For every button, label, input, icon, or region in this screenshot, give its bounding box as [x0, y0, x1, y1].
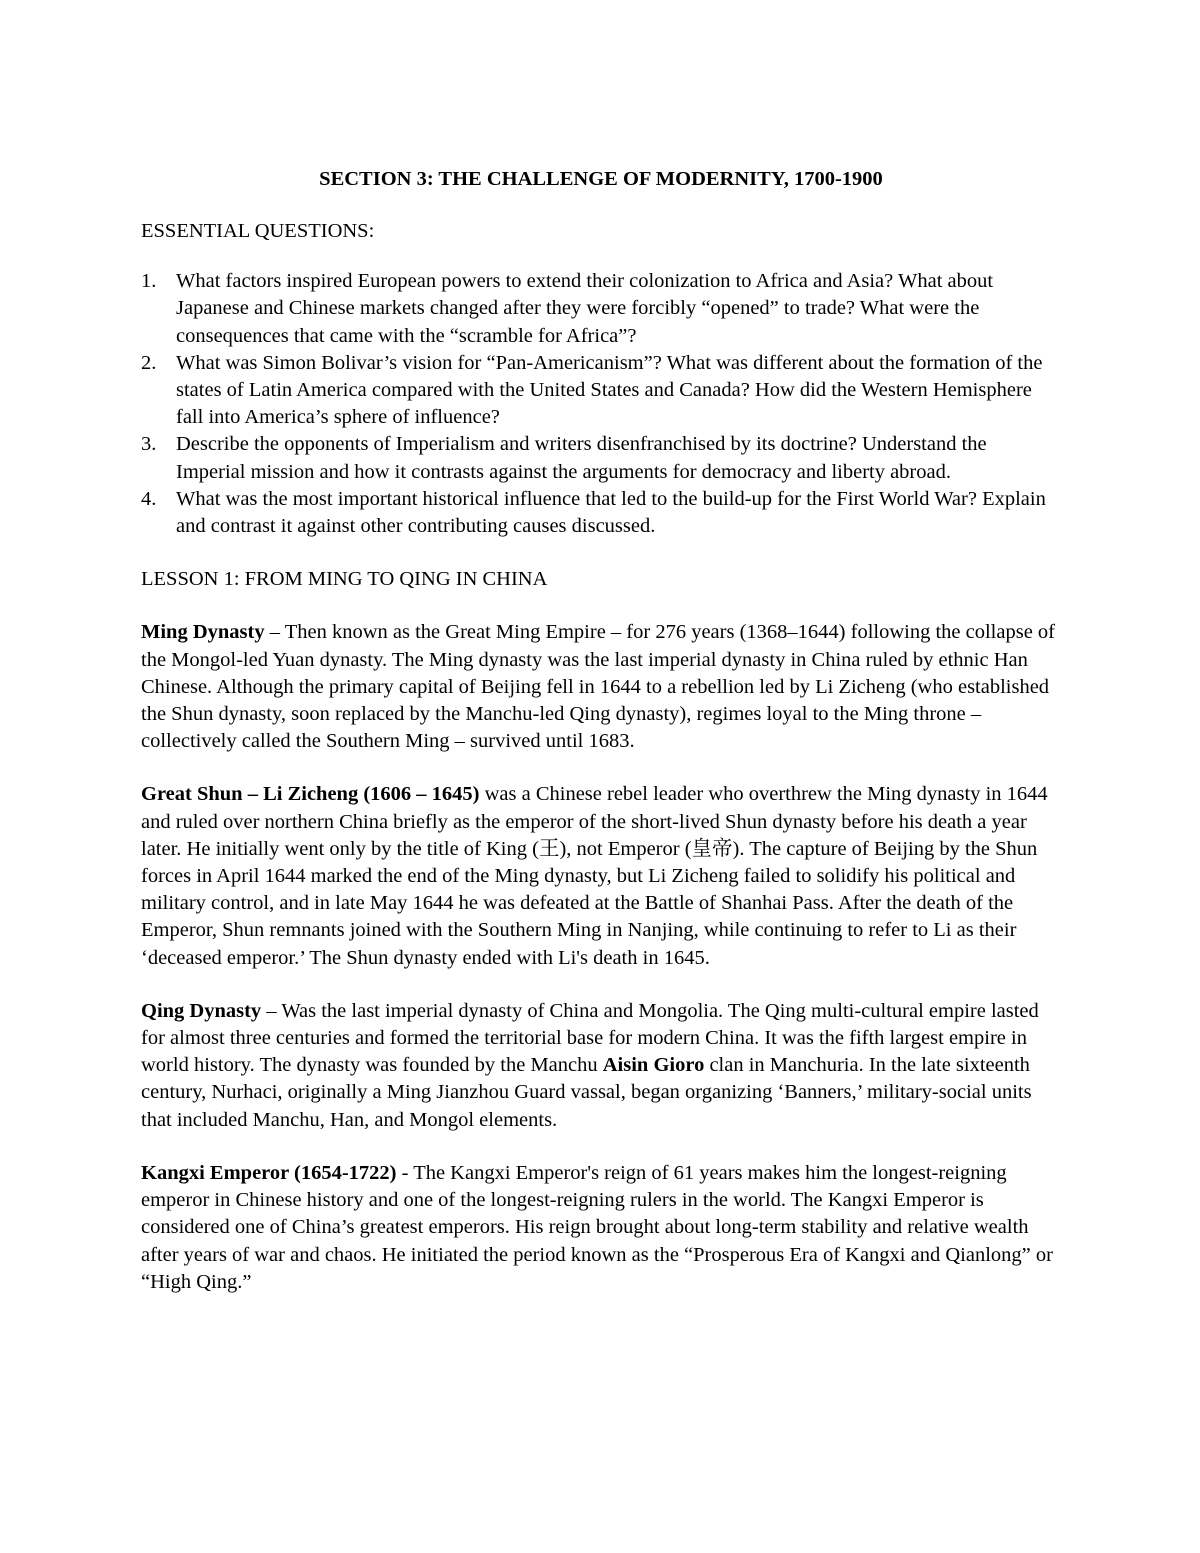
- entry-text: - The Kangxi Emperor's reign of 61 years makes him the longest-reigning emperor in Chinese history and one of the longest-reigning rulers in the world. The Kangxi Emperor is considered one of China’s greatest emperors. His reign brought about long-term stability and relative wealth after years of war and chaos. He initiated the period known as the “Prosperous Era of Kangxi and Qianlong” or “High Qing.”: [141, 1161, 1053, 1293]
- question-number: 3.: [141, 433, 157, 456]
- entry-great-shun: [141, 781, 1061, 971]
- entry-text-after: clan in Manchuria. In the late sixteenth century, Nurhaci, originally a Ming Jianzhou Guard vassal, began organizing ‘Banners,’ military-social units that included Manchu, Han, and Mongol elements.: [141, 1054, 1032, 1131]
- essential-questions-list: [141, 268, 1061, 540]
- question-number: 2.: [141, 351, 157, 374]
- question-number: 1.: [141, 270, 157, 293]
- entry-term: Ming Dynasty: [141, 621, 265, 644]
- question-text: What was Simon Bolivar’s vision for “Pan-Americanism”? What was different about the formation of the states of Latin America compared with the United States and Canada? How did the Western Hemisphere fall into America’s sphere of influence?: [176, 351, 1043, 429]
- essential-questions-heading: ESSENTIAL QUESTIONS:: [141, 220, 375, 242]
- entry-inline-bold: Aisin Gioro: [602, 1054, 705, 1077]
- entry-term: Great Shun – Li Zicheng (1606 – 1645): [141, 783, 480, 806]
- question-item: [141, 431, 1061, 485]
- entry-text: was a Chinese rebel leader who overthrew the Ming dynasty in 1644 and ruled over northern China briefly as the emperor of the short-lived Shun dynasty before his death a year later. He initially went only by the title of King (王), not Emperor (皇帝). The capture of Beijing by the Shun forces in April 1644 marked the end of the Ming dynasty, but Li Zicheng failed to solidify his political and military control, and in late May 1644 he was defeated at the Battle of Shanhai Pass. After the death of the Emperor, Shun remnants joined with the Southern Ming in Nanjing, while continuing to refer to Li as their ‘deceased emperor.’ The Shun dynasty ended with Li's death in 1645.: [141, 783, 1048, 969]
- entry-text: – Then known as the Great Ming Empire – for 276 years (1368–1644) following the collapse of the Mongol-led Yuan dynasty. The Ming dynasty was the last imperial dynasty in China ruled by ethnic Han Chinese. Although the primary capital of Beijing fell in 1644 to a rebellion led by Li Zicheng (who established the Shun dynasty, soon replaced by the Manchu-led Qing dynasty), regimes loyal to the Ming throne – collectively called the Southern Ming – survived until 1683.: [141, 621, 1055, 753]
- entry-kangxi-emperor: [141, 1160, 1061, 1296]
- entry-term: Kangxi Emperor (1654-1722): [141, 1161, 397, 1184]
- question-text: What factors inspired European powers to extend their colonization to Africa and Asia? What about Japanese and Chinese markets changed after they were forcibly “opened” to trade? What were the consequences that came with the “scramble for Africa”?: [176, 270, 994, 347]
- entry-ming-dynasty: [141, 619, 1061, 755]
- question-text: What was the most important historical influence that led to the build-up for the First World War? Explain and contrast it against other contributing causes discussed.: [176, 487, 1046, 538]
- entry-text-before: – Was the last imperial dynasty of China and Mongolia. The Qing multi-cultural empire lasted for almost three centuries and formed the territorial base for modern China. It was the fifth largest empire in world history. The dynasty was founded by the Manchu: [141, 999, 1039, 1077]
- question-item: [141, 268, 1061, 350]
- question-item: [141, 350, 1061, 432]
- lesson-heading: LESSON 1: FROM MING TO QING IN CHINA: [141, 568, 548, 591]
- question-number: 4.: [141, 487, 157, 510]
- entry-term: Qing Dynasty: [141, 999, 262, 1022]
- entry-qing-dynasty: [141, 998, 1061, 1134]
- question-text: Describe the opponents of Imperialism and writers disenfranchised by its doctrine? Understand the Imperial mission and how it contrasts against the arguments for democracy and liberty abroad.: [176, 433, 987, 483]
- section-title: SECTION 3: THE CHALLENGE OF MODERNITY, 1700-1900: [319, 168, 883, 190]
- question-item: [141, 486, 1061, 540]
- document-content: [141, 166, 1061, 1322]
